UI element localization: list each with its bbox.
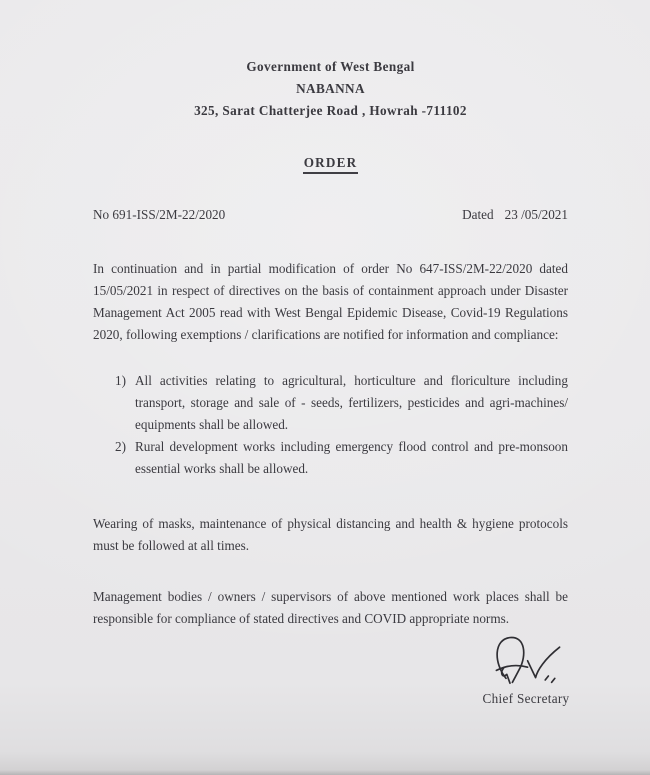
letterhead — [93, 56, 568, 122]
date-cell — [462, 205, 568, 225]
paragraph-preamble: In continuation and in partial modification of order No 647-ISS/2M-22/2020 dated 15/05/2021 in respect of directives on the basis of containment approach under Disaster Management Act 2005 read with West Bengal Epidemic Disease, Covid-19 Regulations 2020, following exemptions / clarifications are notified for information and compliance: — [93, 261, 568, 342]
list-item — [115, 436, 568, 480]
org-address: 325, Sarat Chatterjee Road , Howrah -711102 — [194, 103, 467, 118]
list-item-text: Rural development works including emergency flood control and pre-monsoon essential works shall be allowed. — [135, 439, 568, 476]
order-title-row — [93, 155, 568, 174]
date-label: Dated — [462, 207, 494, 222]
list-item-number: 2) — [115, 439, 126, 454]
org-name: Government of West Bengal — [246, 59, 415, 74]
order-title: ORDER — [303, 155, 359, 174]
list-item-number: 1) — [115, 373, 126, 388]
list-item-text: All activities relating to agricultural, horticulture and floriculture including transport, storage and sale of - seeds, fertilizers, pesticides and agri-machines/ equipments shall be allowed. — [135, 373, 568, 432]
date-value: 23 /05/2021 — [504, 207, 568, 222]
reference-row — [93, 205, 568, 225]
paragraph-responsibility: Management bodies / owners / supervisors of above mentioned work places shall be responsible for compliance of stated directives and COVID appropriate norms. — [93, 589, 568, 626]
list-item — [115, 370, 568, 436]
paragraph-protocols: Wearing of masks, maintenance of physical distancing and health & hygiene protocols must be followed at all times. — [93, 516, 568, 553]
handwritten-signature-icon — [476, 632, 576, 688]
memo-number: No 691-ISS/2M-22/2020 — [93, 207, 226, 222]
signature-block — [476, 632, 576, 709]
paper-bottom-shadow — [0, 770, 650, 775]
exemptions-list — [93, 370, 568, 480]
signatory-title: Chief Secretary — [482, 691, 570, 706]
building-name: NABANNA — [296, 81, 365, 96]
